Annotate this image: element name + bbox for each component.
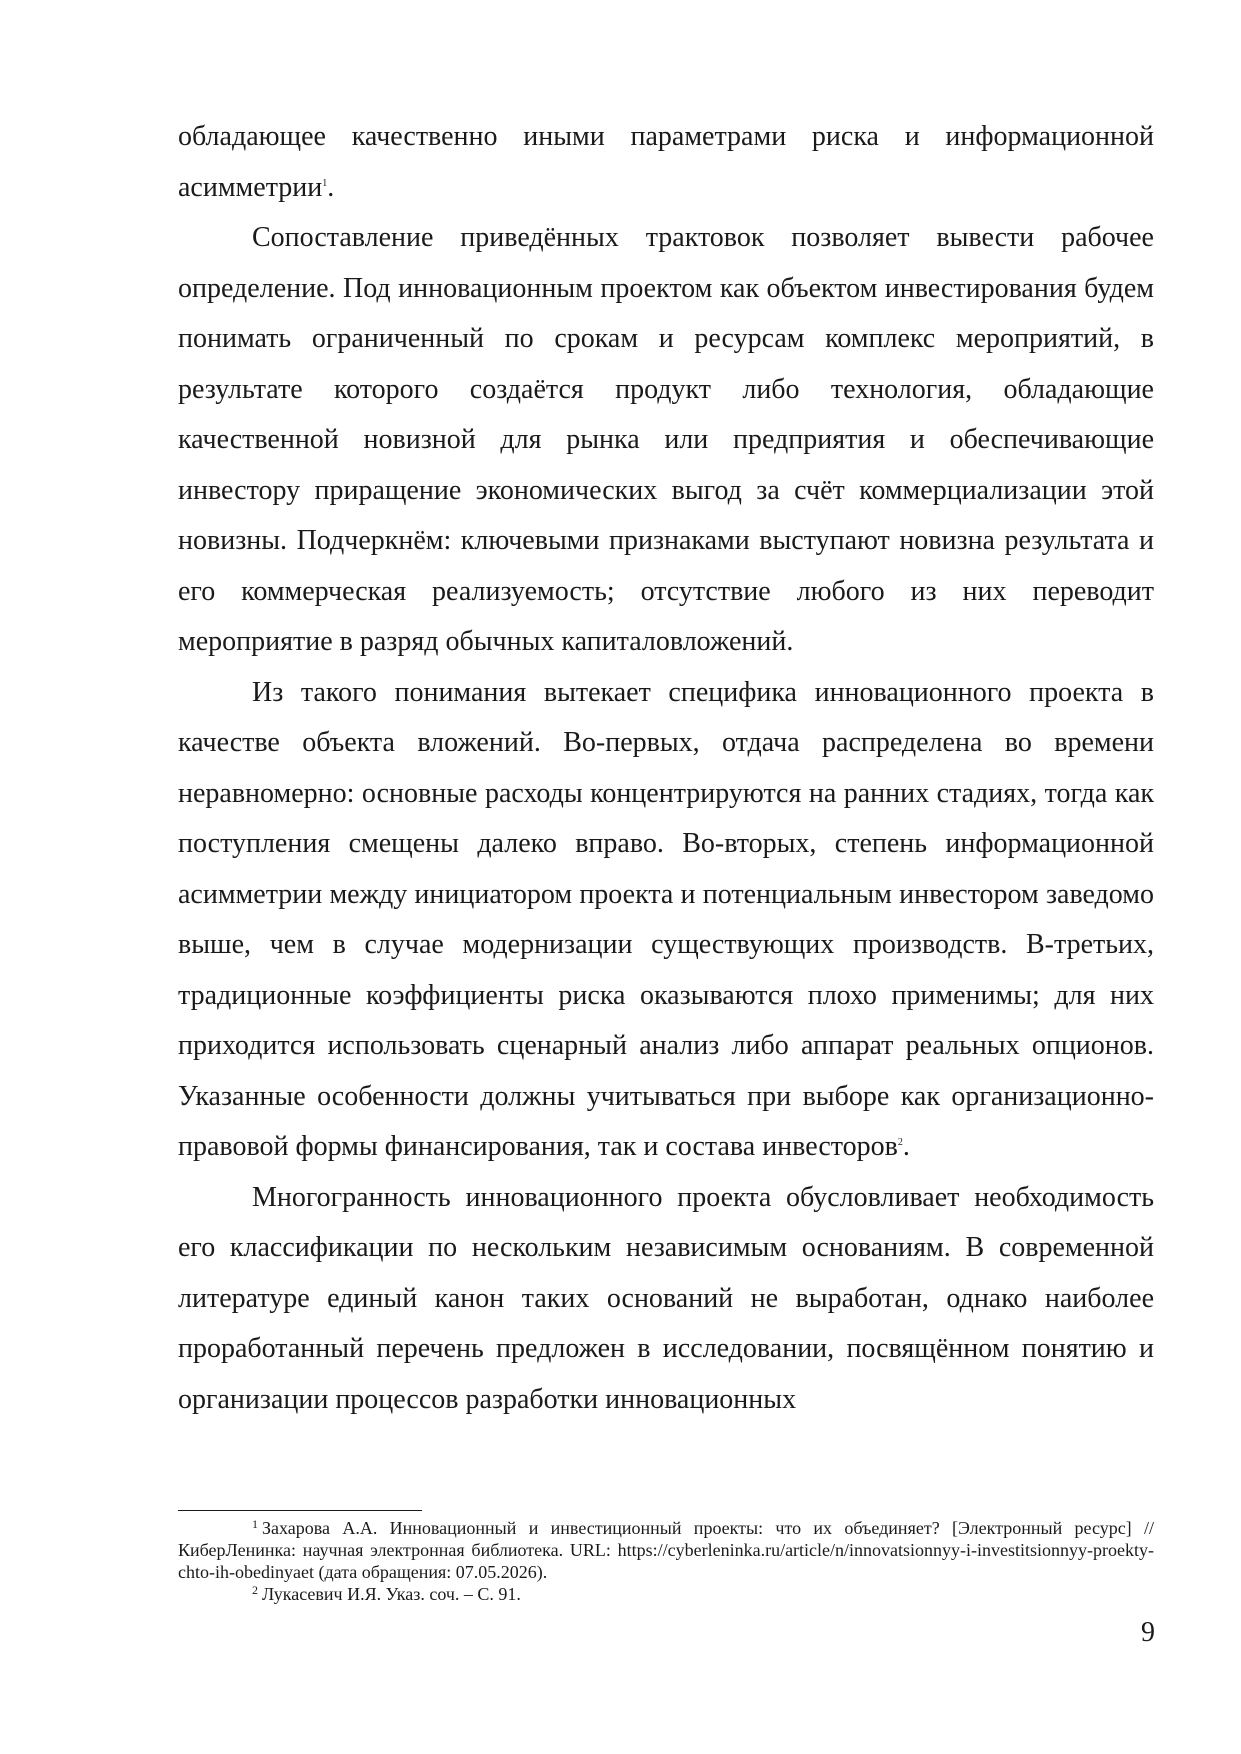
paragraph-text: Многогранность инновационного проекта обусловливает необходимость его классификации по нескольким независимым основаниям. В современной литературе единый канон таких оснований не выработан, однако наиболее проработанный перечень предложен в исследовании, посвящённом понятию и организации процессов разработки инновационных (178, 1181, 1154, 1415)
paragraph (178, 668, 1154, 1173)
footnote-number: 2 (252, 1583, 258, 1597)
paragraph-text: обладающее качественно иными параметрами риска и информационной асимметрии (178, 121, 1154, 203)
footnote-number: 1 (252, 1517, 258, 1531)
footnotes (178, 1517, 1154, 1605)
footnote-text: Лукасевич И.Я. Указ. соч. – С. 91. (262, 1584, 521, 1604)
footnote (178, 1583, 1154, 1605)
paragraph-text: Сопоставление приведённых трактовок позволяет вывести рабочее определение. Под инновационным проектом как объектом инвестирования будем понимать ограниченный по срокам и ресурсам комплекс мероприятий, в результате которого создаётся продукт либо технология, обладающие качественной новизной для рынка или предприятия и обеспечивающие инвестору приращение экономических выгод за счёт коммерциализации этой новизны. Подчеркнём: ключевыми признаками выступают новизна результата и его коммерческая реализуемость; отсутствие любого из них переводит мероприятие в разряд обычных капиталовложений. (178, 222, 1154, 657)
paragraph (178, 1173, 1154, 1426)
footnote (178, 1517, 1154, 1583)
paragraph (178, 213, 1154, 668)
paragraph-tail: . (902, 1131, 910, 1162)
footnote-ref: 2 (897, 1137, 903, 1148)
body-text (178, 112, 1154, 1425)
footnote-text: Захарова А.А. Инновационный и инвестиционный проекты: что их объединяет? [Электронный ресурс] // КиберЛенинка: научная электронная библиотека. URL: https://cyberleninka.ru/article/n/innovatsionnyy-i-investitsionnyy-proekty-chto-ih-obedinyaet (дата обращения: 07.05.2026). (178, 1518, 1154, 1582)
paragraph-tail: . (327, 171, 335, 203)
paragraph-text: Из такого понимания вытекает специфика инновационного проекта в качестве объекта вложений. Во-первых, отдача распределена во времени неравномерно: основные расходы концентрируются на ранних стадиях, тогда как поступления смещены далеко вправо. Во-вторых, степень информационной асимметрии между инициатором проекта и потенциальным инвестором заведомо выше, чем в случае модернизации существующих производств. В-третьих, традиционные коэффициенты риска оказываются плохо применимы; для них приходится использовать сценарный анализ либо аппарат реальных опционов. Указанные особенности должны учитываться при выборе как организационно-правовой формы финансирования, так и состава инвесторов (178, 676, 1154, 1162)
paragraph (178, 112, 1154, 213)
page-number: 9 (1141, 1617, 1155, 1648)
footnote-ref: 1 (322, 177, 328, 189)
footnote-separator (178, 1510, 422, 1511)
